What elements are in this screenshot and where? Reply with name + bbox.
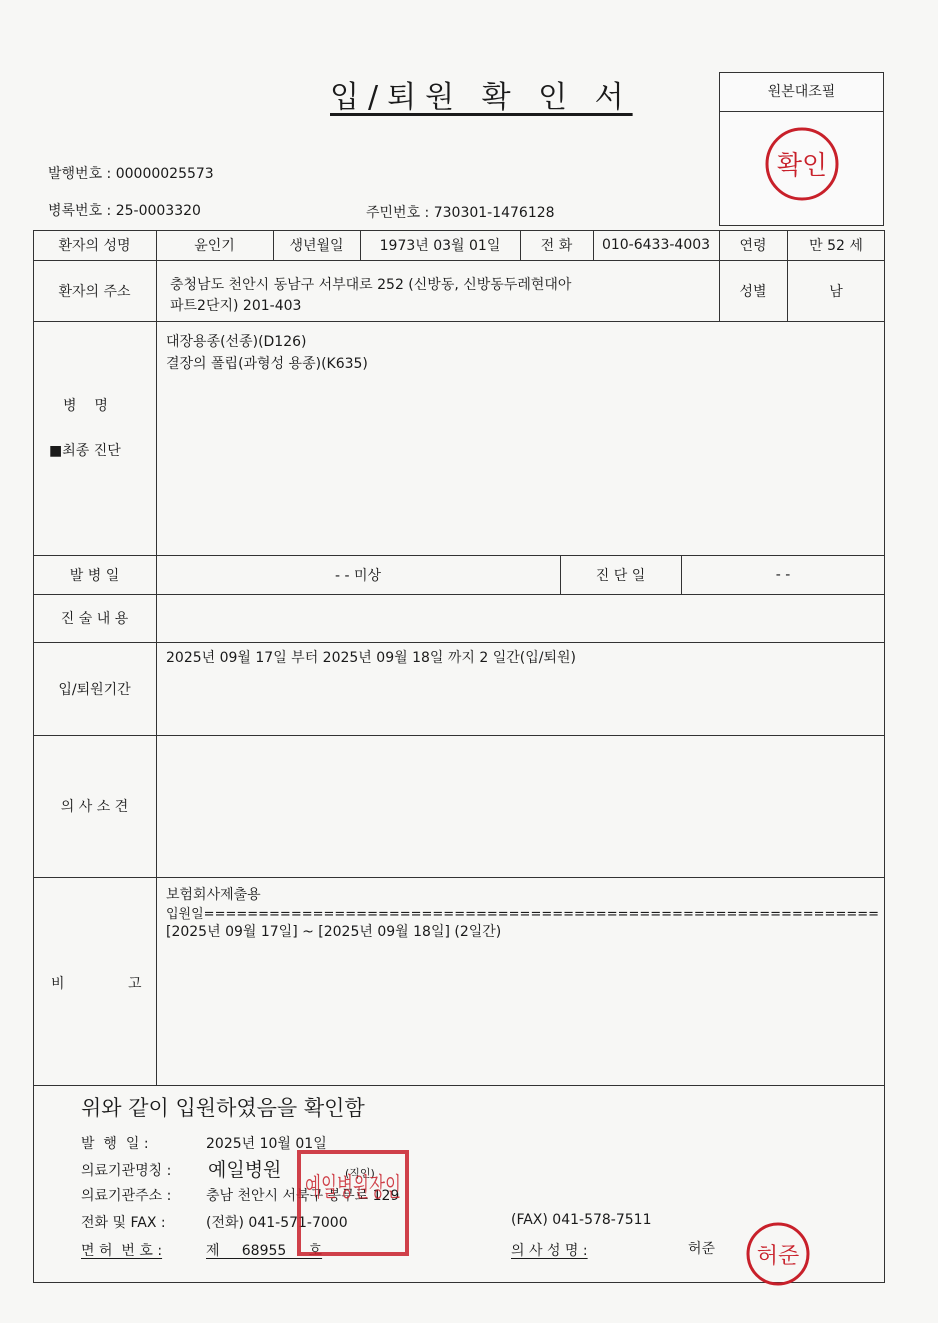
resident-number-label: 주민번호 : [366, 205, 430, 221]
age-value: 만 52 세 [809, 238, 863, 254]
remarks-line-2: 입원일============================================================== [166, 907, 880, 922]
hospital-stamp-text: 예일병원장인 [305, 1173, 401, 1203]
remarks-label-right: 고 [128, 976, 142, 992]
contact-label: 전화 및 FAX : [81, 1215, 166, 1231]
original-verification-box [719, 72, 884, 226]
address-label: 환자의 주소 [58, 283, 131, 300]
age-label: 연령 [739, 238, 767, 254]
doctor-seal [738, 1220, 818, 1290]
sex-label: 성별 [739, 283, 767, 300]
patient-name: 윤인기 [194, 238, 235, 254]
certificate-table [33, 230, 885, 1283]
final-diagnosis-label: ■최종 진단 [49, 443, 121, 459]
phone-number: 010-6433-4003 [601, 237, 711, 253]
record-number [48, 200, 201, 220]
onset-date-value: - - 미상 [334, 567, 382, 584]
doctor-name-label: 의 사 성 명 : [511, 1243, 588, 1259]
doctor-opinion-label: 의 사 소 견 [60, 799, 129, 815]
license-label: 면 허 번 호 : [81, 1243, 163, 1259]
issue-number-label: 발행번호 : [48, 166, 112, 182]
onset-date-label: 발 병 일 [69, 567, 120, 584]
issue-number [48, 163, 214, 183]
statement-label: 진 술 내 용 [60, 611, 129, 627]
diagnosis-line-1: 대장용종(선종)(D126) [166, 334, 307, 350]
doctor-seal-text: 허준 [756, 1244, 800, 1269]
birth-date: 1973년 03월 01일 [379, 238, 501, 254]
issue-date-label: 발 행 일 : [81, 1136, 149, 1152]
document-title: 입/퇴원 확 인 서 [330, 80, 633, 115]
address-line-1: 충청남도 천안시 동남구 서부대로 252 (신방동, 신방동두레현대아 [170, 277, 572, 293]
sex-value: 남 [829, 283, 843, 300]
hospital-fax: (FAX) 041-578-7511 [511, 1212, 652, 1228]
hospital-phone: (전화) 041-571-7000 [206, 1215, 348, 1231]
admission-period-value: 2025년 09월 17일 부터 2025년 09월 18일 까지 2 일간(입/퇴원) [166, 650, 576, 666]
hospital-official-stamp [295, 1148, 413, 1260]
license-number: 제 68955 호 [206, 1243, 323, 1259]
hospital-address: 충남 천안시 서북구 봉무로 129 [206, 1188, 400, 1204]
patient-name-label: 환자의 성명 [58, 238, 131, 254]
issue-date: 2025년 10월 01일 [206, 1136, 327, 1152]
hospital-address-label: 의료기관주소 : [81, 1188, 172, 1204]
diagnosis-date-value: - - [775, 566, 791, 583]
record-number-label: 병록번호 : [48, 203, 112, 219]
diagnosis-label: 병 명 [63, 398, 108, 414]
admission-period-label: 입/퇴원기간 [58, 681, 131, 698]
remarks-label-left: 비 [51, 976, 65, 992]
resident-number [366, 202, 555, 222]
hospital-name-label: 의료기관명칭 : [81, 1163, 172, 1179]
remarks-line-3: [2025년 09월 17일] ~ [2025년 09월 18일] (2일간) [166, 924, 502, 940]
record-number-value: 25-0003320 [115, 203, 201, 219]
phone-label: 전 화 [540, 238, 573, 254]
remarks-line-1: 보험회사제출용 [166, 887, 261, 903]
issue-number-value: 00000025573 [115, 166, 214, 182]
doctor-name: 허준 [688, 1241, 716, 1257]
confirmation-statement: 위와 같이 입원하였음을 확인함 [81, 1096, 365, 1120]
stamp-box-header: 원본대조필 [720, 73, 883, 112]
table-border [33, 230, 885, 1283]
hospital-seal-note: (직인) [345, 1167, 375, 1180]
verification-seal-text: 확인 [776, 151, 828, 181]
diagnosis-line-2: 결장의 폴립(과형성 용종)(K635) [166, 356, 368, 372]
birth-date-label: 생년월일 [289, 238, 344, 254]
hospital-name: 예일병원 [208, 1159, 282, 1181]
verification-seal [720, 112, 883, 224]
diagnosis-date-label: 진 단 일 [595, 567, 646, 584]
resident-number-value: 730301-1476128 [433, 205, 555, 221]
address-line-2: 파트2단지) 201-403 [170, 298, 302, 314]
